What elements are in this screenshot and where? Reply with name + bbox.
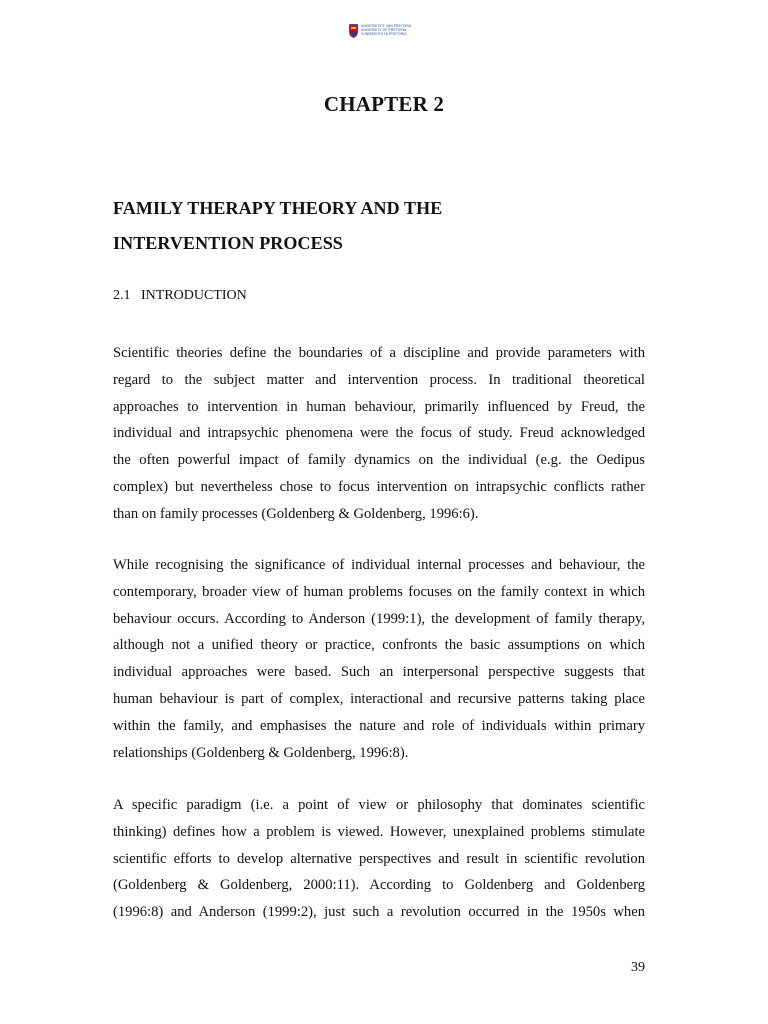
logo-line-sepedi: YUNIBESITHI YA PRETORIA bbox=[361, 31, 407, 36]
chapter-title-line: FAMILY THERAPY THEORY AND THE bbox=[113, 198, 443, 218]
text-line: the often powerful impact of family dynamics on the individual (e.g. the Oedipus bbox=[113, 452, 645, 469]
text-line: Scientific theories define the boundaries of a discipline and provide parameters with bbox=[113, 345, 645, 361]
text-line: individual and intrapsychic phenomena were the focus of study. Freud acknowledged bbox=[113, 425, 645, 442]
text-line: than on family processes (Goldenberg & Goldenberg, 1996:6). bbox=[113, 505, 479, 522]
section-title: INTRODUCTION bbox=[141, 288, 247, 303]
body-paragraph bbox=[113, 552, 645, 766]
text-line: approaches to intervention in human behaviour, primarily influenced by Freud, the bbox=[113, 398, 645, 415]
text-line: although not a unified theory or practice, confronts the basic assumptions on which bbox=[113, 637, 645, 654]
text-line: thinking) defines how a problem is viewed. However, unexplained problems stimulate bbox=[113, 823, 645, 840]
text-line: behaviour occurs. According to Anderson (1999:1), the development of family therapy, bbox=[113, 610, 645, 627]
text-line: (Goldenberg & Goldenberg, 2000:11). According to Goldenberg and Goldenberg bbox=[113, 877, 645, 894]
text-line: A specific paradigm (i.e. a point of view or philosophy that dominates scientific bbox=[113, 797, 645, 813]
university-logo bbox=[349, 24, 411, 38]
body-paragraph bbox=[113, 792, 645, 926]
section-number: 2.1 bbox=[113, 288, 131, 303]
section-heading bbox=[113, 288, 247, 304]
text-line: regard to the subject matter and intervention process. In traditional theoretical bbox=[113, 371, 645, 388]
text-line: (1996:8) and Anderson (1999:2), just such a revolution occurred in the 1950s when bbox=[113, 904, 645, 921]
text-line: within the family, and emphasises the nature and role of individuals within primary bbox=[113, 717, 645, 734]
text-line: individual approaches were based. Such an interpersonal perspective suggests that bbox=[113, 664, 645, 681]
text-line: complex) but nevertheless chose to focus intervention on intrapsychic conflicts rather bbox=[113, 478, 645, 495]
text-line: relationships (Goldenberg & Goldenberg, 1996:8). bbox=[113, 744, 409, 761]
text-line: contemporary, broader view of human problems focuses on the family context in which bbox=[113, 583, 645, 600]
logo-line-english: UNIVERSITY OF PRETORIA bbox=[361, 28, 407, 33]
page-number: 39 bbox=[631, 960, 645, 975]
text-line: scientific efforts to develop alternative perspectives and result in scientific revolution bbox=[113, 850, 645, 867]
chapter-title bbox=[113, 191, 442, 261]
body-paragraph bbox=[113, 340, 645, 528]
logo-text bbox=[361, 25, 411, 37]
crest-icon bbox=[349, 24, 358, 38]
chapter-heading: CHAPTER 2 bbox=[323, 92, 445, 116]
text-line: While recognising the significance of individual internal processes and behaviour, the bbox=[113, 557, 645, 573]
logo-line-afrikaans: UNIVERSITEIT VAN PRETORIA bbox=[361, 24, 412, 29]
text-line: human behaviour is part of complex, interactional and recursive patterns taking place bbox=[113, 690, 645, 707]
chapter-title-line: INTERVENTION PROCESS bbox=[113, 233, 343, 253]
